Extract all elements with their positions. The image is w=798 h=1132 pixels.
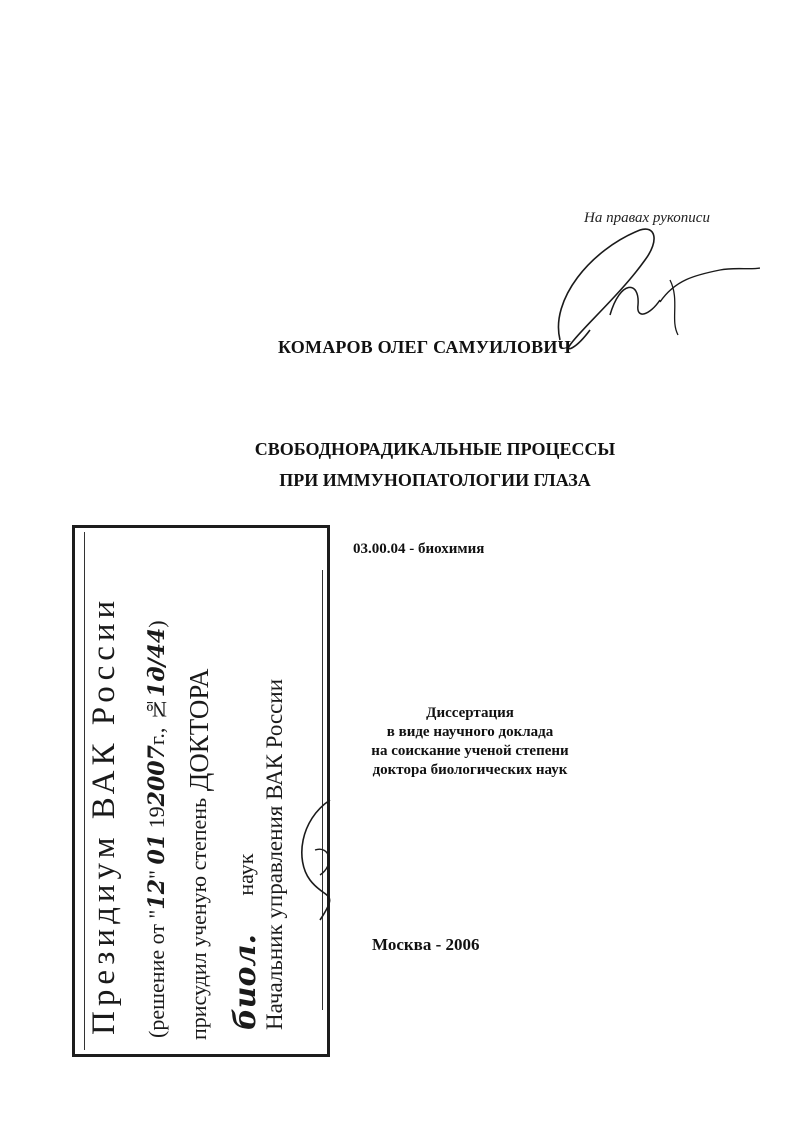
stamp-field: биол. xyxy=(228,934,263,1030)
stamp-decision-prefix: (решение от " xyxy=(144,909,169,1038)
stamp-head-line: Начальник управления ВАК России xyxy=(262,678,287,1030)
stamp-quote: " xyxy=(144,869,169,879)
stamp-award-prefix: присудил ученую степень xyxy=(186,797,211,1040)
stamp-decision-line xyxy=(144,548,170,1038)
stamp-number: 1д/44 xyxy=(144,627,170,698)
stamp-field-line xyxy=(228,540,263,1030)
manuscript-note: На правах рукописи xyxy=(584,210,710,226)
degree-line-2: в виде научного доклада xyxy=(386,724,554,740)
author-name: КОМАРОВ ОЛЕГ САМУИЛОВИЧ xyxy=(278,337,571,357)
official-signature xyxy=(290,790,350,930)
stamp-award-degree: ДОКТОРА xyxy=(184,668,214,792)
stamp-field-suffix: наук xyxy=(233,853,258,896)
degree-line-1: Диссертация xyxy=(426,705,514,721)
stamp-award-line xyxy=(184,525,215,1040)
stamp-decision-suffix: ) xyxy=(144,620,169,628)
stamp-month: 01 xyxy=(144,833,170,865)
stamp-presidium-line: Президиум ВАК России xyxy=(86,595,122,1035)
specialty-code: 03.00.04 - биохимия xyxy=(353,541,485,557)
degree-line-4: доктора биологических наук xyxy=(372,762,568,778)
stamp-year-prefix: 19 xyxy=(144,806,169,829)
dissertation-title xyxy=(200,434,670,496)
stamp-year: 2007 xyxy=(144,745,170,807)
title-line-2: ПРИ ИММУНОПАТОЛОГИИ ГЛАЗА xyxy=(279,470,591,490)
title-line-1: СВОБОДНОРАДИКАЛЬНЫЕ ПРОЦЕССЫ xyxy=(254,439,616,459)
stamp-number-label: г., № xyxy=(144,697,169,746)
stamp-day: 12 xyxy=(144,878,170,910)
degree-statement xyxy=(290,704,650,780)
city-year: Москва - 2006 xyxy=(372,935,480,954)
degree-line-3: на соискание ученой степени xyxy=(371,743,569,759)
